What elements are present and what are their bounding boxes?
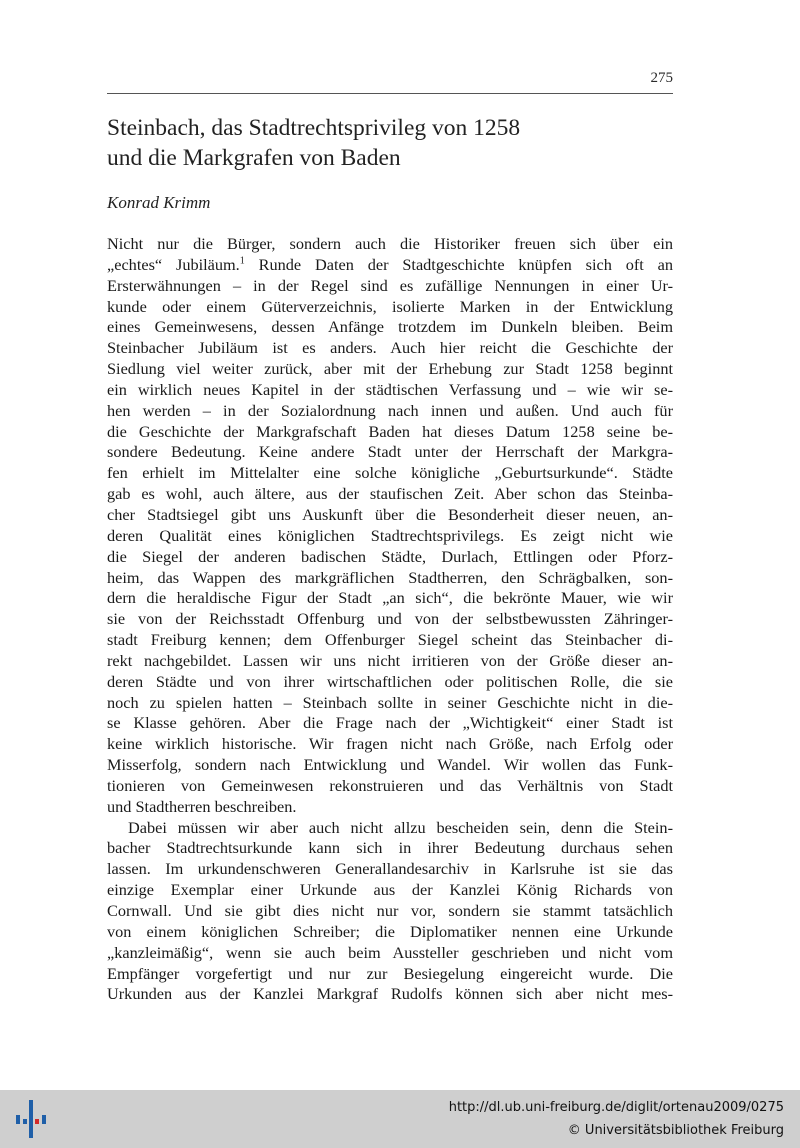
text-line [107,255,673,276]
text-line: fen erhielt im Mittelalter eine solche königliche „Geburtsurkunde“. Städte [107,463,673,483]
text-line: dern die heraldische Figur der Stadt „an sich“, die bekrönte Mauer, wie wir [107,588,673,608]
article-title [107,113,673,173]
text-line: noch zu spielen hatten – Steinbach sollte in seiner Geschichte nicht in die- [107,692,673,712]
text-line: deren Qualität eines königlichen Stadtrechtsprivilegs. Es zeigt nicht wie [107,525,673,545]
text-line: ein wirklich neues Kapitel in der städtischen Verfassung und – wie wir se- [107,379,673,399]
text-line: sondere Bedeutung. Keine andere Stadt unter der Herrschaft der Markgra- [107,442,673,462]
text-line: von einem königlichen Schreiber; die Diplomatiker nennen eine Urkunde [107,921,673,941]
text-line: kunde oder einem Güterverzeichnis, isolierte Marken in der Entwicklung [107,296,673,316]
text-line: gab es wohl, auch ältere, aus der staufischen Zeit. Aber schon das Steinba- [107,484,673,504]
text-line: bacher Stadtrechtsurkunde kann sich in ihrer Bedeutung durchaus sehen [107,838,673,858]
text-line: die Geschichte der Markgrafschaft Baden hat dieses Datum 1258 seine be- [107,421,673,441]
footer-bar [0,1090,800,1148]
text-fragment: „echtes“ Jubiläum. [107,254,240,274]
text-line: tionieren von Gemeinwesen rekonstruieren und das Verhältnis von Stadt [107,775,673,795]
text-line: Cornwall. Und sie gibt dies nicht nur vor, sondern sie stammt tatsächlich [107,901,673,920]
text-line: stadt Freiburg kennen; dem Offenburger Siegel scheint das Steinbacher di- [107,630,673,650]
text-line: Urkunden aus der Kanzlei Markgraf Rudolfs können sich aber nicht mes- [107,984,673,1004]
text-line: und Stadtherren beschreiben. [107,796,297,816]
text-line: cher Stadtsiegel gibt uns Auskunft über die Besonderheit dieser neuen, an- [107,504,673,524]
text-line: Empfänger vorgefertigt und nur zur Besiegelung eingereicht wurde. Die [107,963,673,983]
text-line: rekt nachgebildet. Lassen wir uns nicht irritieren von der Größe dieser an- [107,650,673,670]
copyright-notice: © Universitätsbibliothek Freiburg [567,1123,784,1138]
body-text [107,234,673,1005]
text-line: Nicht nur die Bürger, sondern auch die Historiker freuen sich über ein [107,234,673,253]
author-name: Konrad Krimm [107,193,211,212]
page-number: 275 [650,70,673,86]
text-line: Siedlung viel weiter zurück, aber mit der Erhebung zur Stadt 1258 beginnt [107,359,673,379]
source-url-link[interactable]: http://dl.ub.uni-freiburg.de/diglit/ortenau2009/0275 [448,1100,784,1115]
title-line-2: und die Markgrafen von Baden [107,145,401,171]
text-fragment: Runde Daten der Stadtgeschichte knüpfen sich oft an [244,254,674,274]
text-line: die Siegel der anderen badischen Städte, Durlach, Ettlingen oder Pforz- [107,546,673,566]
text-line: hen werden – in der Sozialordnung nach innen und außen. Und auch für [107,400,673,420]
text-line: deren Städte und von ihrer wirtschaftlichen oder politischen Rolle, die sie [107,671,673,691]
title-line-1: Steinbach, das Stadtrechtsprivileg von 1258 [107,115,521,141]
text-line: Steinbacher Jubiläum ist es anders. Auch hier reicht die Geschichte der [107,338,673,358]
text-line: Misserfolg, sondern nach Entwicklung und Wandel. Wir wollen das Funk- [107,755,673,775]
text-line: Dabei müssen wir aber auch nicht allzu bescheiden sein, denn die Stein- [128,817,673,837]
text-line: Ersterwähnungen – in der Regel sind es zufällige Nennungen in einer Ur- [107,275,673,295]
footnote-marker[interactable]: 1 [239,255,245,267]
text-line: sie von der Reichsstadt Offenburg und von der selbstbewussten Zähringer- [107,609,673,629]
text-line: eines Gemeinwesens, dessen Anfänge trotzdem im Dunkeln bleiben. Beim [107,317,673,337]
text-line: se Klasse gehören. Aber die Frage nach der „Wichtigkeit“ einer Stadt ist [107,713,673,733]
text-line: lassen. Im urkundenschweren Generallandesarchiv in Karlsruhe ist sie das [107,859,673,879]
text-line: heim, das Wappen des markgräflichen Stadtherren, den Schrägbalken, son- [107,567,673,587]
ub-freiburg-logo-icon[interactable] [13,1099,49,1143]
text-line: einzige Exemplar einer Urkunde aus der Kanzlei König Richards von [107,880,673,900]
text-line: keine wirklich historische. Wir fragen nicht nach Größe, nach Erfolg oder [107,734,673,754]
text-line: „kanzleimäßig“, wenn sie auch beim Aussteller geschrieben und nicht vom [107,942,673,962]
header-rule [107,93,673,94]
